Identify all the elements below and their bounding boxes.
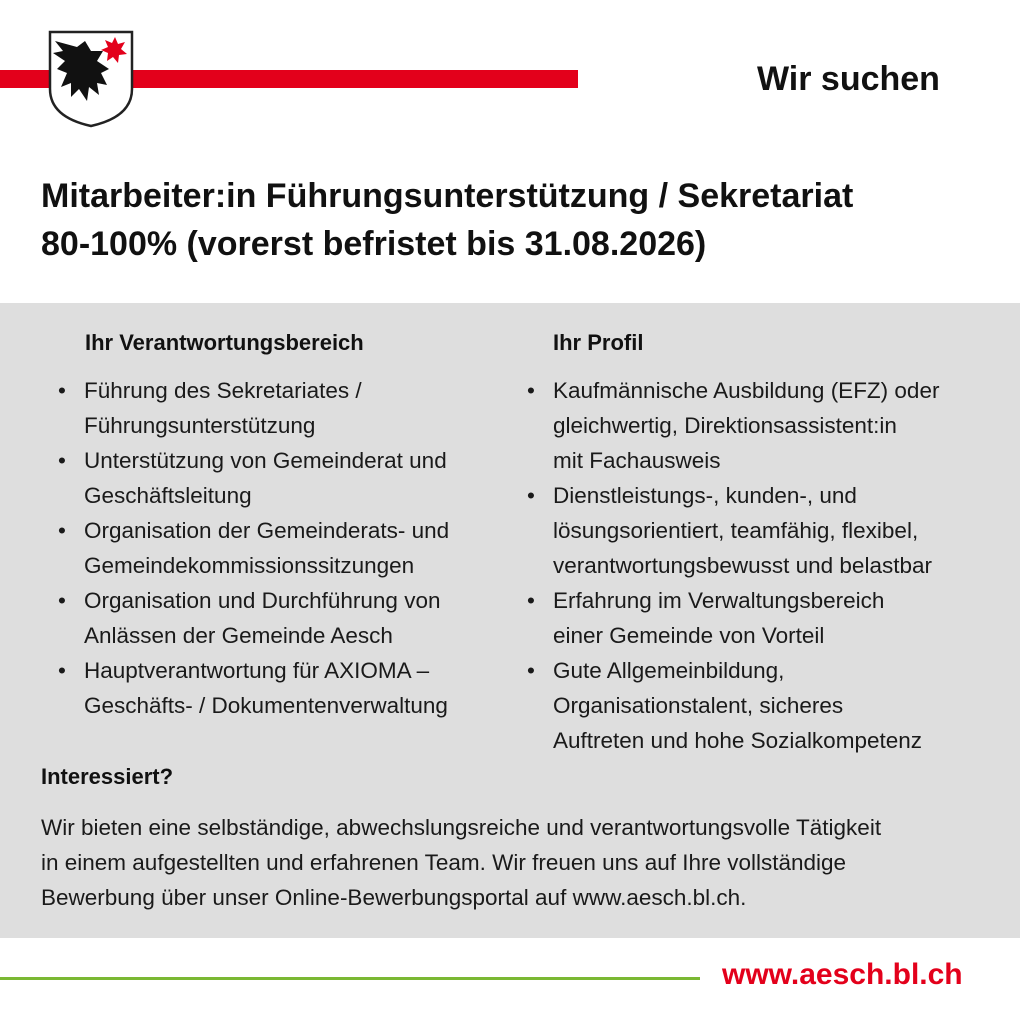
bullet-icon: •	[58, 378, 66, 403]
bullet-icon: •	[58, 588, 66, 613]
list-item: • Gute Allgemeinbildung, Organisationstalent, sicheres Auftreten und hohe Sozialkompetenz	[553, 653, 939, 758]
list-item: • Erfahrung im Verwaltungsbereich einer Gemeinde von Vorteil	[553, 583, 939, 653]
headline: Wir suchen	[757, 60, 940, 98]
list-item: • Organisation und Durchführung von Anlässen der Gemeinde Aesch	[84, 583, 449, 653]
list-item: • Dienstleistungs-, kunden-, und lösungsorientiert, teamfähig, flexibel, verantwortungsbewusst und belastbar	[553, 478, 939, 583]
responsibilities-heading: Ihr Verantwortungsbereich	[85, 330, 364, 355]
list-item: • Hauptverantwortung für AXIOMA – Geschäfts- / Dokumentenverwaltung	[84, 653, 449, 723]
bullet-icon: •	[58, 448, 66, 473]
job-title-line: 80-100% (vorerst befristet bis 31.08.2026)	[41, 225, 707, 263]
profile-list	[527, 373, 940, 758]
bullet-icon: •	[58, 658, 66, 683]
bullet-icon: •	[527, 658, 535, 683]
bullet-icon: •	[58, 518, 66, 543]
footer-website-link[interactable]: www.aesch.bl.ch	[722, 958, 963, 991]
list-item: • Unterstützung von Gemeinderat und Geschäftsleitung	[84, 443, 449, 513]
interest-text: Wir bieten eine selbständige, abwechslungsreiche und verantwortungsvolle Tätigkeit in einem aufgestellten und erfahrenen Team. Wir freuen uns auf Ihre vollständige Bewerbung über unser Online-Bewerbungsportal auf www.aesch.bl.ch.	[41, 815, 882, 910]
job-title-line: Mitarbeiter:in Führungsunterstützung / Sekretariat	[41, 177, 854, 215]
interest-heading: Interessiert?	[41, 764, 174, 789]
profile-heading: Ihr Profil	[553, 330, 644, 355]
green-footer-line	[0, 977, 700, 980]
bullet-icon: •	[527, 588, 535, 613]
list-item: • Führung des Sekretariates / Führungsunterstützung	[84, 373, 449, 443]
list-item: • Organisation der Gemeinderats- und Gemeindekommissionssitzungen	[84, 513, 449, 583]
list-item: • Kaufmännische Ausbildung (EFZ) oder gleichwertig, Direktionsassistent:in mit Fachausweis	[553, 373, 939, 478]
bullet-icon: •	[527, 483, 535, 508]
coat-of-arms-icon	[47, 29, 135, 129]
bullet-icon: •	[527, 378, 535, 403]
job-title	[41, 172, 1001, 268]
responsibilities-list	[58, 373, 450, 723]
